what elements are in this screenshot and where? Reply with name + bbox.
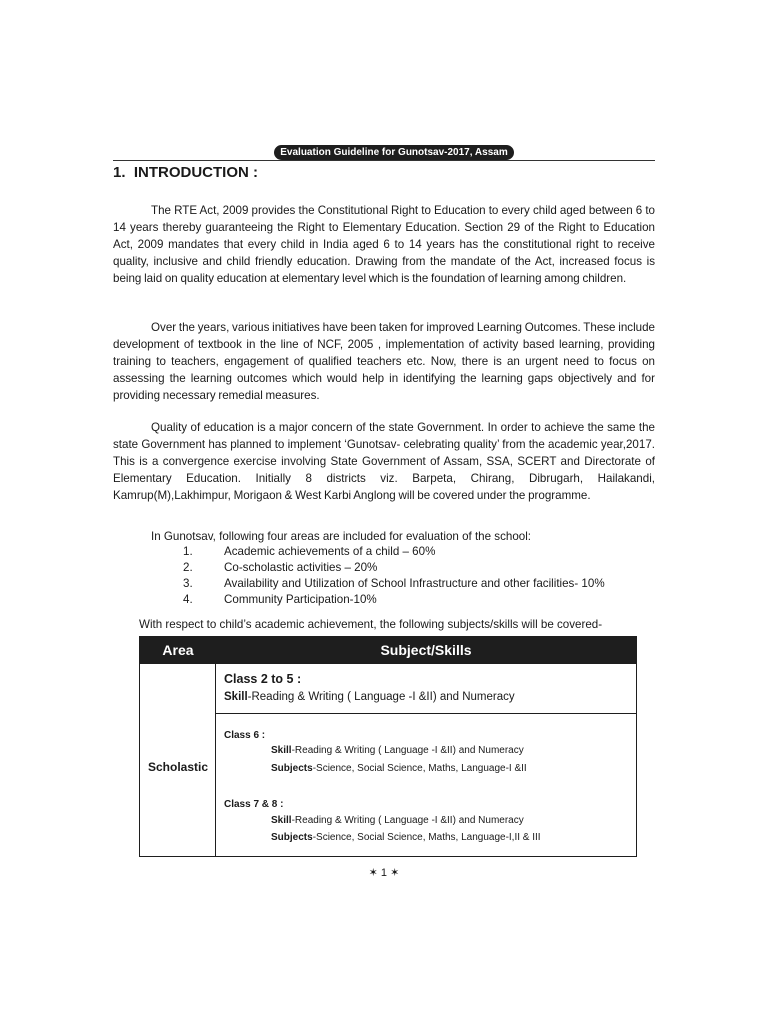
list-item: 1. Academic achievements of a child – 60%: [183, 545, 436, 558]
list-item: 3. Availability and Utilization of School Infrastructure and other facilities- 10%: [183, 577, 605, 590]
class-2-5-skill: Skill-Reading & Writing ( Language -I &II) and Numeracy: [224, 691, 515, 703]
header-area: Area: [162, 642, 194, 658]
header-subject-skills: Subject/Skills: [380, 642, 472, 658]
paragraph-rte-text: The RTE Act, 2009 provides the Constitutional Right to Education to every child aged between 6 to 14 years thereby guaranteeing the Right to Elementary Education. Section 29 of the Right to Education Act, 2009 mandates that every child in India aged 6 to 14 years has the constitutional right to receive quality, inclusive and child friendly education. Drawing from the mandate of the Act, increased focus is being laid on quality education at elementary level which is the foundation of learning among children.: [113, 204, 655, 285]
areas-intro: In Gunotsav, following four areas are included for evaluation of the school:: [151, 530, 532, 543]
section-heading: [113, 164, 258, 182]
header-rule: [113, 160, 655, 161]
section-title: INTRODUCTION :: [133, 164, 259, 181]
class-6-skill: Skill-Reading & Writing ( Language -I &II) and Numeracy: [271, 745, 524, 756]
evaluation-areas-list: [183, 544, 605, 608]
list-item: 2. Co-scholastic activities – 20%: [183, 561, 378, 574]
subjects-intro: With respect to child’s academic achievement, the following subjects/skills will be covered-: [139, 618, 603, 631]
paragraph-quality-text: Quality of education is a major concern of the state Government. In order to achieve the same the state Government has planned to implement ‘Gunotsav- celebrating quality’ from the academic year,2017. This is a convergence exercise involving State Government of Assam, SSA, SCERT and Directorate of Elementary Education. Initially 8 districts viz. Barpeta, Chirang, Dibrugarh, Hailakandi, Kamrup(M),Lakhimpur, Morigaon & West Karbi Anglong will be covered under the programme.: [113, 421, 655, 502]
subjects-table: [139, 636, 637, 857]
table-header-row: [140, 637, 636, 664]
paragraph-rte: [113, 202, 655, 287]
list-item: 4. Community Participation-10%: [183, 593, 377, 606]
paragraph-initiatives-text: Over the years, various initiatives have been taken for improved Learning Outcomes. These include development of textbook in the line of NCF, 2005 , implementation of activity based learning, providing training to teachers, engagement of qualified teachers etc. Now, there is an urgent need to focus on assessing the learning outcomes which would help in identifying the learning gaps objectively and for providing necessary remedial measures.: [113, 321, 655, 402]
section-number: 1.: [113, 164, 126, 181]
running-header: Evaluation Guideline for Gunotsav-2017, Assam: [274, 145, 514, 160]
class-7-8-subjects: Subjects-Science, Social Science, Maths, Language-I,II & III: [271, 832, 541, 843]
page-number: ✶ 1 ✶: [368, 867, 400, 879]
class-6-title: Class 6 :: [224, 730, 266, 741]
paragraph-quality: [113, 419, 655, 504]
row-divider: [216, 713, 636, 714]
area-scholastic: Scholastic: [147, 760, 209, 774]
paragraph-initiatives: [113, 319, 655, 404]
class-6-subjects: Subjects-Science, Social Science, Maths, Language-I &II: [271, 763, 527, 774]
class-7-8-skill: Skill-Reading & Writing ( Language -I &II) and Numeracy: [271, 815, 524, 826]
area-cell: [140, 664, 216, 856]
class-2-5-title: Class 2 to 5 :: [224, 672, 302, 686]
class-7-8-title: Class 7 & 8 :: [224, 799, 284, 810]
